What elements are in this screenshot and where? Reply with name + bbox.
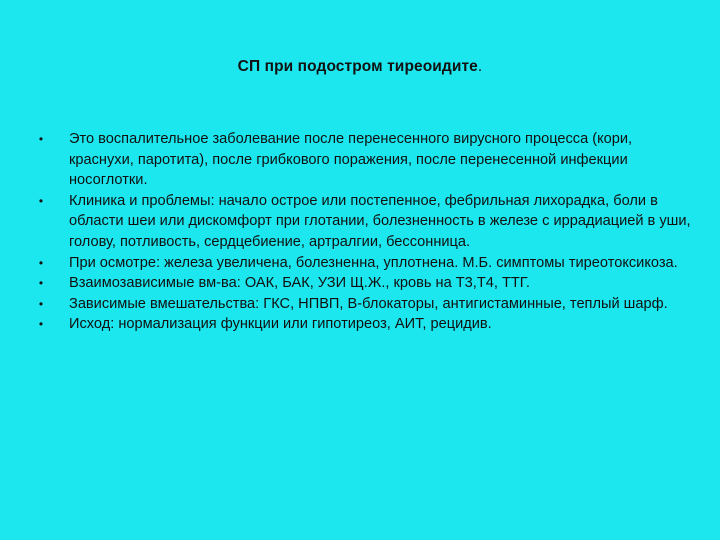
bullet-item-interdependent: [40, 273, 700, 294]
bullet-icon: •: [38, 317, 44, 332]
bullet-text: Это воспалительное заболевание после перенесенного вирусного процесса (кори, краснухи, паротита), после грибкового поражения, после перенесенной инфекции носоглотки.: [69, 131, 633, 189]
slide-title: [0, 57, 720, 77]
bullet-item-outcome: [40, 314, 700, 335]
bullet-icon: •: [38, 276, 44, 291]
bullet-item-dependent: [40, 294, 700, 315]
bullet-icon: •: [38, 132, 44, 146]
bullet-text: Исход: нормализация функции или гипотиреоз, АИТ, рецидив.: [69, 316, 492, 333]
bullet-list: [40, 129, 700, 335]
bullet-item-clinic: [40, 191, 700, 253]
slide-title-period: .: [477, 58, 483, 75]
slide-title-text: СП при подостром тиреоидите: [237, 58, 478, 75]
bullet-icon: •: [38, 193, 44, 208]
bullet-text: Зависимые вмешательства: ГКС, НПВП, В-блокаторы, антигистаминные, теплый шарф.: [69, 295, 668, 312]
bullet-text: При осмотре: железа увеличена, болезненна, уплотнена. М.Б. симптомы тиреотоксикоза.: [69, 254, 678, 271]
bullet-icon: •: [38, 296, 44, 311]
bullet-item-definition: [40, 129, 700, 191]
bullet-icon: •: [38, 255, 44, 270]
bullet-item-examination: [40, 253, 700, 274]
bullet-text: Взаимозависимые вм-ва: ОАК, БАК, УЗИ Щ.Ж., кровь на Т3,Т4, ТТГ.: [69, 275, 530, 292]
bullet-text: Клиника и проблемы: начало острое или постепенное, фебрильная лихорадка, боли в области шеи или дискомфорт при глотании, болезненность в железе с иррадиацией в уши, голову, потливость, сердцебиение, артралгии, бессонница.: [69, 192, 691, 250]
